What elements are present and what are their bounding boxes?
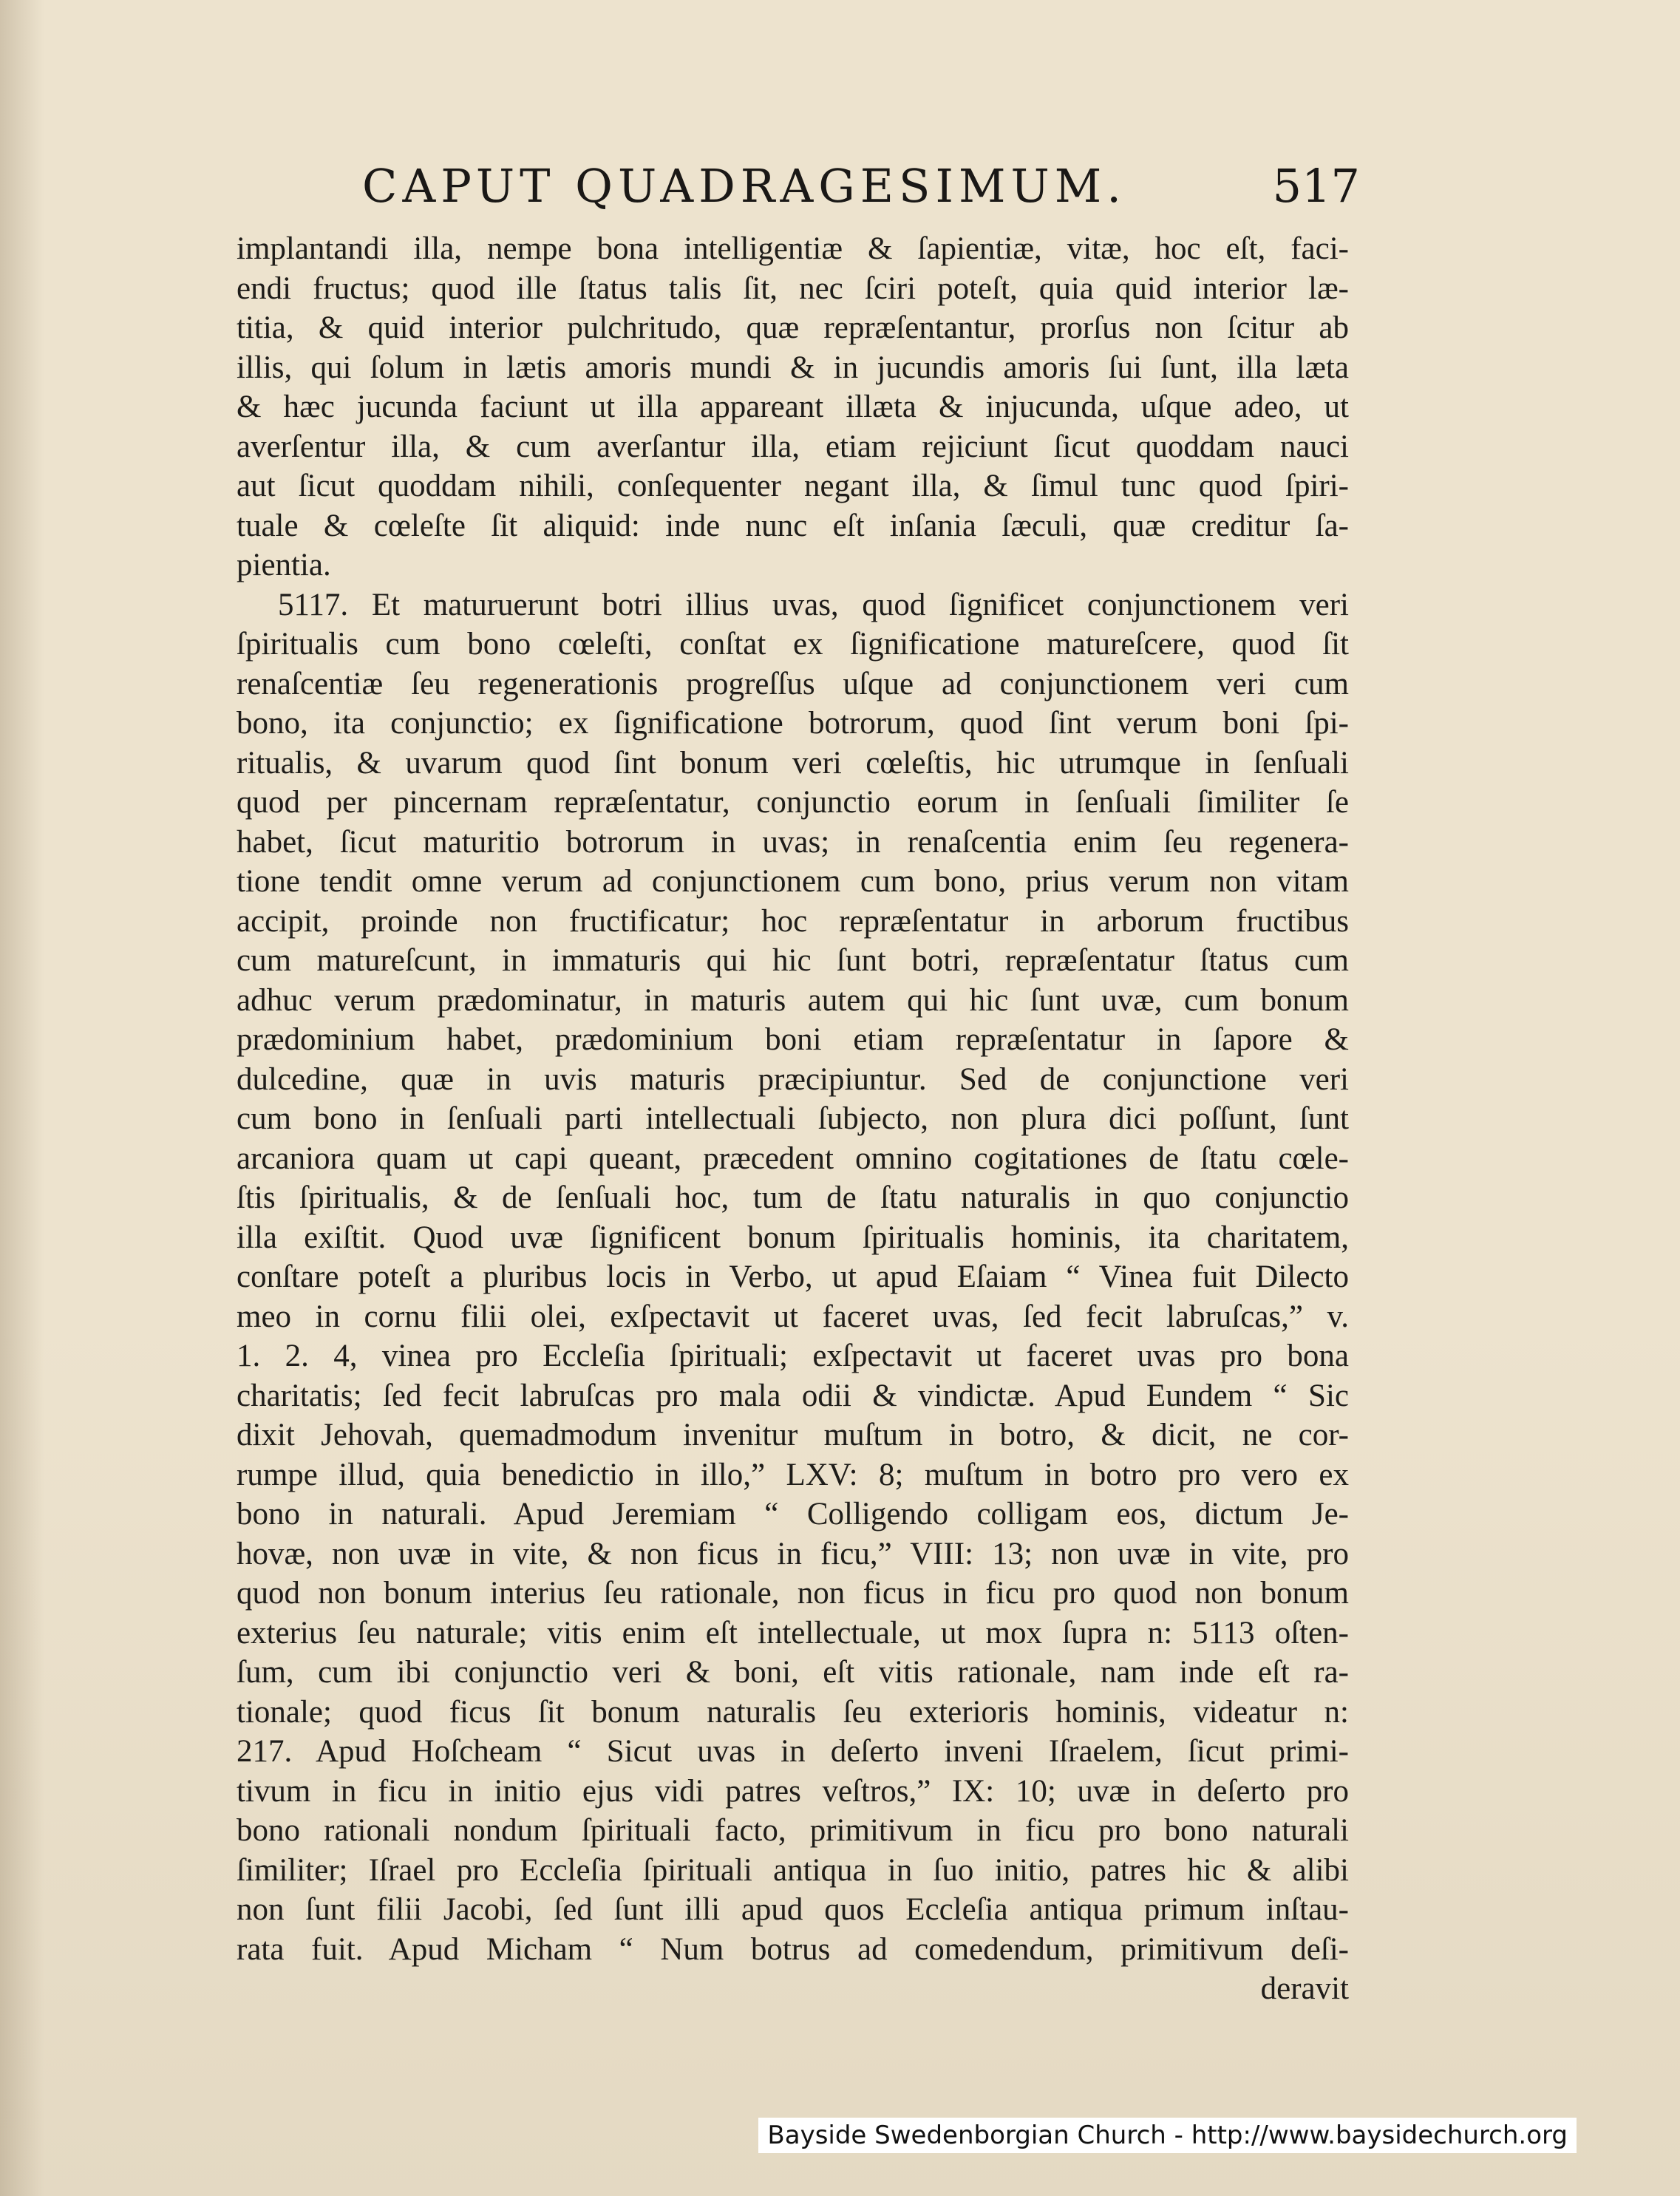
- text-line: pientia.: [237, 548, 331, 582]
- text-line: bono rationali nondum ſpirituali facto, primitivum in ficu pro bono naturali: [237, 1813, 1349, 1848]
- text-line: rata fuit. Apud Micham “ Num botrus ad comedendum, primitivum deſi-: [237, 1931, 1349, 1967]
- text-line: tivum in ficu in initio ejus vidi patres veſtros,” IX: 10; uvæ in deſerto pro: [237, 1773, 1349, 1809]
- text-line: renaſcentiæ ſeu regenerationis progreſſus uſque ad conjunctionem veri cum: [237, 666, 1349, 701]
- watermark: Bayside Swedenborgian Church - http://www.baysidechurch.org: [758, 2118, 1577, 2153]
- text-line: rumpe illud, quia benedictio in illo,” LXV: 8; muſtum in botro pro vero ex: [237, 1457, 1349, 1492]
- text-line: hovæ, non uvæ in vite, & non ficus in ficu,” VIII: 13; non uvæ in vite, pro: [237, 1536, 1349, 1571]
- paragraph-start-line: 5117. Et maturuerunt botri illius uvas, quod ſignificet conjunctionem veri: [278, 587, 1349, 622]
- text-line: 1. 2. 4, vinea pro Eccleſia ſpirituali; exſpectavit ut faceret uvas pro bona: [237, 1339, 1349, 1373]
- body-text: [237, 229, 1349, 2009]
- text-line: tionale; quod ficus ſit bonum naturalis ſeu exterioris hominis, videatur n:: [237, 1694, 1349, 1730]
- text-line: quod per pincernam repræſentatur, conjunctio eorum in ſenſuali ſimiliter ſe: [237, 785, 1349, 820]
- text-line: quod non bonum interius ſeu rationale, non ficus in ficu pro quod non bonum: [237, 1576, 1349, 1611]
- text-line: habet, ſicut maturitio botrorum in uvas; in renaſcentia enim ſeu regenera-: [237, 824, 1349, 860]
- text-line: conſtare poteſt a pluribus locis in Verbo, ut apud Eſaiam “ Vinea fuit Dilecto: [237, 1260, 1349, 1294]
- text-line: exterius ſeu naturale; vitis enim eſt intellectuale, ut mox ſupra n: 5113 oſten-: [237, 1615, 1349, 1651]
- text-line: ſimiliter; Iſrael pro Eccleſia ſpirituali antiqua in ſuo initio, patres hic & alibi: [237, 1852, 1349, 1888]
- page-number: 517: [1272, 159, 1360, 213]
- text-line: cum bono in ſenſuali parti intellectuali ſubjecto, non plura dici poſſunt, ſunt: [237, 1101, 1349, 1136]
- text-line: tuale & cœleſte ſit aliquid: inde nunc eſt inſania ſæculi, quæ creditur ſa-: [237, 508, 1349, 543]
- text-line: & hæc jucunda faciunt ut illa appareant illæta & injucunda, uſque adeo, ut: [237, 390, 1349, 424]
- text-line: endi fructus; quod ille ſtatus talis ſit, nec ſciri poteſt, quia quid interior læ-: [237, 271, 1349, 306]
- text-line: ſtis ſpiritualis, & de ſenſuali hoc, tum de ſtatu naturalis in quo conjunctio: [237, 1180, 1349, 1215]
- running-head: CAPUT QUADRAGESIMUM.: [362, 159, 1126, 213]
- text-line: aut ſicut quoddam nihili, conſequenter negant illa, & ſimul tunc quod ſpiri-: [237, 469, 1349, 503]
- text-line: bono in naturali. Apud Jeremiam “ Colligendo colligam eos, dictum Je-: [237, 1497, 1349, 1532]
- text-line: tione tendit omne verum ad conjunctionem cum bono, prius verum non vitam: [237, 864, 1349, 899]
- text-line: ſum, cum ibi conjunctio veri & boni, eſt vitis rationale, nam inde eſt ra-: [237, 1655, 1349, 1690]
- text-line: bono, ita conjunctio; ex ſignificatione botrorum, quod ſint verum boni ſpi-: [237, 706, 1349, 741]
- page-header: [362, 159, 1360, 225]
- text-line: dulcedine, quæ in uvis maturis præcipiuntur. Sed de conjunctione veri: [237, 1061, 1349, 1097]
- text-line: adhuc verum prædominatur, in maturis autem qui hic ſunt uvæ, cum bonum: [237, 982, 1349, 1018]
- text-line: illa exiſtit. Quod uvæ ſignificent bonum ſpiritualis hominis, ita charitatem,: [237, 1220, 1349, 1255]
- text-line: charitatis; ſed fecit labruſcas pro mala odii & vindictæ. Apud Eundem “ Sic: [237, 1378, 1349, 1413]
- text-line: titia, & quid interior pulchritudo, quæ repræſentantur, prorſus non ſcitur ab: [237, 310, 1349, 345]
- text-line: cum matureſcunt, in immaturis qui hic ſunt botri, repræſentatur ſtatus cum: [237, 943, 1349, 978]
- text-line: illis, qui ſolum in lætis amoris mundi & in jucundis amoris ſui ſunt, illa læta: [237, 350, 1349, 385]
- text-line: implantandi illa, nempe bona intelligentiæ & ſapientiæ, vitæ, hoc eſt, faci-: [237, 231, 1349, 266]
- text-line: accipit, proinde non fructificatur; hoc repræſentatur in arborum fructibus: [237, 903, 1349, 939]
- text-line: non ſunt filii Jacobi, ſed ſunt illi apud quos Eccleſia antiqua primum inſtau-: [237, 1892, 1349, 1927]
- text-line: 217. Apud Hoſcheam “ Sicut uvas in deſerto inveni Iſraelem, ſicut primi-: [237, 1734, 1349, 1769]
- text-line: meo in cornu filii olei, exſpectavit ut faceret uvas, ſed fecit labruſcas,” v.: [237, 1299, 1349, 1334]
- text-line: dixit Jehovah, quemadmodum invenitur muſtum in botro, & dicit, ne cor-: [237, 1418, 1349, 1452]
- catchword: deravit: [1260, 1971, 1349, 2006]
- text-line: prædominium habet, prædominium boni etiam repræſentatur in ſapore &: [237, 1022, 1349, 1057]
- text-line: ſpiritualis cum bono cœleſti, conſtat ex ſignificatione matureſcere, quod ſit: [237, 627, 1349, 662]
- text-line: arcaniora quam ut capi queant, præcedent omnino cogitationes de ſtatu cœle-: [237, 1141, 1349, 1176]
- text-line: ritualis, & uvarum quod ſint bonum veri cœleſtis, hic utrumque in ſenſuali: [237, 745, 1349, 781]
- text-line: averſentur illa, & cum averſantur illa, etiam rejiciunt ſicut quoddam nauci: [237, 429, 1349, 464]
